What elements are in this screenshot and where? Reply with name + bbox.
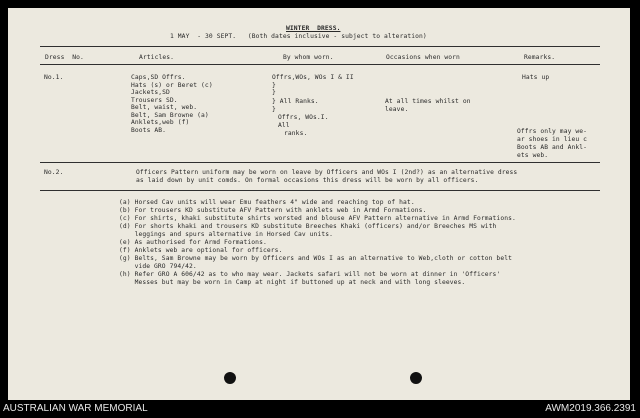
by-whom-line: Offrs,WOs, WOs I & II: [272, 74, 354, 81]
note-line: (f) Anklets web are optional for officers.: [119, 247, 283, 254]
punch-hole: [410, 372, 422, 384]
header-articles: Articles.: [139, 54, 175, 61]
article-line: Anklets,web (f): [131, 119, 190, 126]
note-line: (a) Horsed Cav units will wear Emu feathers 4" wide and reaching top of hat.: [119, 199, 415, 206]
punch-hole: [224, 372, 236, 384]
section-divider: [40, 190, 600, 191]
footer-accession-number: AWM2019.366.2391: [545, 403, 636, 414]
remarks-line: ets web.: [517, 152, 549, 159]
remarks-line: Offrs only may we-: [517, 128, 588, 135]
article-line: Belt, Sam Browne (a): [131, 111, 209, 119]
section-divider: [40, 162, 600, 163]
note-line: leggings and spurs alternative in Horsed Cav units.: [119, 231, 334, 238]
note-line: (c) For shirts, khaki substitute shirts worsted and blouse AFV Pattern alternative in Armd Formations.: [119, 215, 516, 222]
header-dress-no: Dress No.: [45, 54, 84, 61]
occasion-line: leave.: [385, 106, 409, 113]
dress2-text-line: Officers Pattern uniform may be worn on leave by Officers and WOs I (2nd?) as an alternative dress: [136, 169, 518, 176]
note-line: (b) For trousers KD substitute AFV Pattern with anklets web in Armd Formations.: [119, 207, 427, 214]
occasion-line: At all times whilst on: [385, 98, 471, 105]
note-line: vide GRO 794/42.: [119, 263, 197, 270]
date-range: 1 MAY - 30 SEPT. (Both dates inclusive - subject to alteration): [170, 33, 427, 40]
document-title: WINTER DRESS.: [286, 25, 341, 32]
article-line: Hats (s) or Beret (c): [131, 81, 213, 89]
header-by-whom: By whom worn.: [283, 54, 334, 61]
by-whom-line: } All Ranks.: [272, 98, 319, 105]
remarks-hats: Hats up: [522, 74, 550, 81]
footer-institution: AUSTRALIAN WAR MEMORIAL: [3, 403, 148, 414]
by-whom-line: All: [278, 122, 290, 129]
dress2-text-line: as laid down by unit comds. On formal occasions this dress will be worn by all officers.: [136, 177, 479, 184]
note-line: (e) As authorised for Armd Formations.: [119, 239, 267, 246]
article-line: Caps,SD Offrs.: [131, 74, 186, 81]
by-whom-line: }: [272, 106, 276, 113]
article-line: Jackets,SD: [131, 89, 170, 96]
article-line: Trousers SD.: [131, 96, 178, 104]
by-whom-line: }: [272, 81, 276, 89]
note-line: Messes but may be worn in Camp at night if buttoned up at neck and with long sleeves.: [119, 279, 466, 286]
article-line: Boots AB.: [131, 127, 167, 134]
note-line: (g) Belts, Sam Browne may be worn by Officers and WOs I as an alternative to Web,cloth or cotton belt: [119, 255, 512, 262]
header-remarks: Remarks.: [524, 54, 556, 61]
remarks-line: ar shoes in lieu c: [517, 136, 588, 143]
article-line: Belt, waist, web.: [131, 104, 198, 111]
note-line: (h) Refer GRO A 606/42 as to who may wear. Jackets safari will not be worn at dinner in 'Officers': [119, 271, 501, 278]
dress1-number: No.1.: [44, 74, 64, 81]
header-occasions: Occasions when worn: [386, 54, 460, 61]
remarks-line: Boots AB and Ankl-: [517, 144, 588, 151]
header-top-rule: [40, 46, 600, 47]
dress2-number: No.2.: [44, 169, 64, 176]
by-whom-line: Offrs, WOs.I.: [278, 114, 329, 121]
by-whom-line: }: [272, 89, 276, 96]
header-bottom-rule: [40, 64, 600, 65]
by-whom-line: ranks.: [284, 130, 308, 137]
note-line: (d) For shorts khaki and trousers KD substitute Breeches Khaki (officers) and/or Breeches MS with: [119, 223, 497, 230]
